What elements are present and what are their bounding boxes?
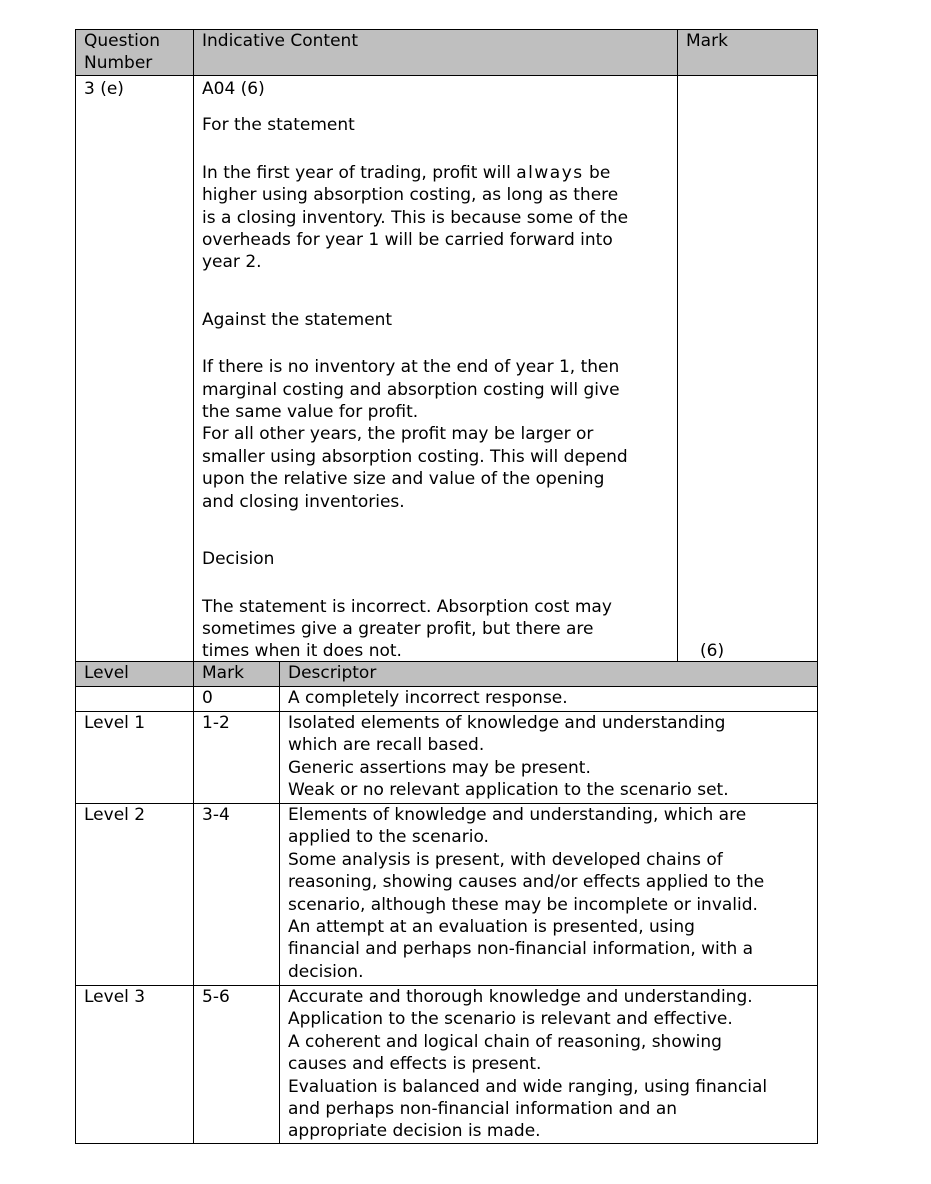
level-mark: 1-2 — [194, 712, 280, 804]
level-row-2 — [76, 804, 818, 986]
descriptor-line: which are recall based. — [288, 735, 485, 756]
for-line1-end: be — [583, 162, 611, 183]
descriptor-line: An attempt at an evaluation is presented, using — [288, 917, 695, 938]
question-table-header — [76, 30, 818, 76]
question-row — [76, 76, 818, 664]
descriptor-line: and perhaps non-financial information and an — [288, 1099, 678, 1120]
indicative-content — [194, 76, 678, 664]
descriptor-line: reasoning, showing causes and/or effects applied to the — [288, 872, 765, 893]
descriptor-line: Application to the scenario is relevant and effective. — [288, 1009, 733, 1030]
header-question-number-line2: Number — [84, 53, 153, 74]
level-label: Level 1 — [76, 712, 194, 804]
assessment-objective: A04 (6) — [202, 79, 265, 99]
header-mark: Mark — [678, 30, 818, 76]
level-label: Level 3 — [76, 986, 194, 1144]
for-line: higher using absorption costing, as long as there — [202, 185, 619, 206]
header-level-mark: Mark — [194, 662, 280, 687]
decision-line: times when it does not. — [202, 641, 402, 662]
descriptor-line: applied to the scenario. — [288, 827, 489, 848]
for-paragraph — [202, 162, 677, 274]
for-line: year 2. — [202, 252, 262, 273]
descriptor-line: Evaluation is balanced and wide ranging, using financial — [288, 1076, 768, 1097]
for-heading: For the statement — [202, 115, 355, 136]
header-question-number — [76, 30, 194, 76]
against-line: the same value for profit. — [202, 402, 419, 423]
question-number: 3 (e) — [76, 76, 194, 664]
level-mark: 5-6 — [194, 986, 280, 1144]
header-descriptor: Descriptor — [280, 662, 818, 687]
level-row-1 — [76, 712, 818, 804]
descriptor-line: A completely incorrect response. — [288, 688, 568, 708]
for-line1-emphasis: always — [516, 162, 584, 183]
descriptor-line: Some analysis is present, with developed chains of — [288, 849, 723, 870]
header-level: Level — [76, 662, 194, 687]
level-row-0 — [76, 687, 818, 712]
level-mark: 0 — [194, 687, 280, 712]
descriptor-line: Elements of knowledge and understanding, which are — [288, 805, 747, 825]
level-row-3 — [76, 986, 818, 1144]
level-mark: 3-4 — [194, 804, 280, 986]
against-line: upon the relative size and value of the opening — [202, 469, 605, 490]
for-line — [202, 162, 677, 184]
level-label: Level 2 — [76, 804, 194, 986]
header-question-number-line1: Question — [84, 31, 161, 51]
descriptor-line: Weak or no relevant application to the scenario set. — [288, 780, 729, 801]
level-descriptor — [280, 804, 818, 986]
question-table — [75, 29, 818, 664]
decision-heading: Decision — [202, 549, 275, 570]
level-descriptor — [280, 712, 818, 804]
levels-table-header — [76, 662, 818, 687]
against-line: For all other years, the profit may be larger or — [202, 424, 594, 445]
level-descriptor — [280, 986, 818, 1144]
level-descriptor — [280, 687, 818, 712]
decision-line: sometimes give a greater profit, but there are — [202, 618, 594, 639]
for-line: overheads for year 1 will be carried forward into — [202, 230, 613, 251]
decision-paragraph — [202, 596, 677, 663]
for-line1-start: In the first year of trading, profit will — [202, 162, 517, 183]
descriptor-line: Accurate and thorough knowledge and understanding. — [288, 987, 753, 1007]
against-line: smaller using absorption costing. This will depend — [202, 446, 628, 467]
total-mark: (6) — [678, 76, 818, 664]
decision-line: The statement is incorrect. Absorption cost may — [202, 596, 612, 617]
descriptor-line: appropriate decision is made. — [288, 1121, 541, 1142]
descriptor-line: A coherent and logical chain of reasoning, showing — [288, 1031, 722, 1052]
against-line: and closing inventories. — [202, 491, 405, 512]
header-indicative-content: Indicative Content — [194, 30, 678, 76]
descriptor-line: decision. — [288, 961, 364, 982]
for-line: is a closing inventory. This is because some of the — [202, 207, 629, 228]
against-paragraph — [202, 356, 677, 513]
descriptor-line: financial and perhaps non-financial information, with a — [288, 939, 754, 960]
against-line: marginal costing and absorption costing will give — [202, 379, 620, 400]
level-label — [76, 687, 194, 712]
descriptor-line: scenario, although these may be incomplete or invalid. — [288, 894, 758, 915]
descriptor-line: Isolated elements of knowledge and understanding — [288, 713, 726, 733]
against-line: If there is no inventory at the end of year 1, then — [202, 357, 620, 378]
levels-table — [75, 661, 818, 1144]
descriptor-line: Generic assertions may be present. — [288, 757, 591, 778]
against-heading: Against the statement — [202, 309, 393, 330]
descriptor-line: causes and effects is present. — [288, 1054, 542, 1075]
